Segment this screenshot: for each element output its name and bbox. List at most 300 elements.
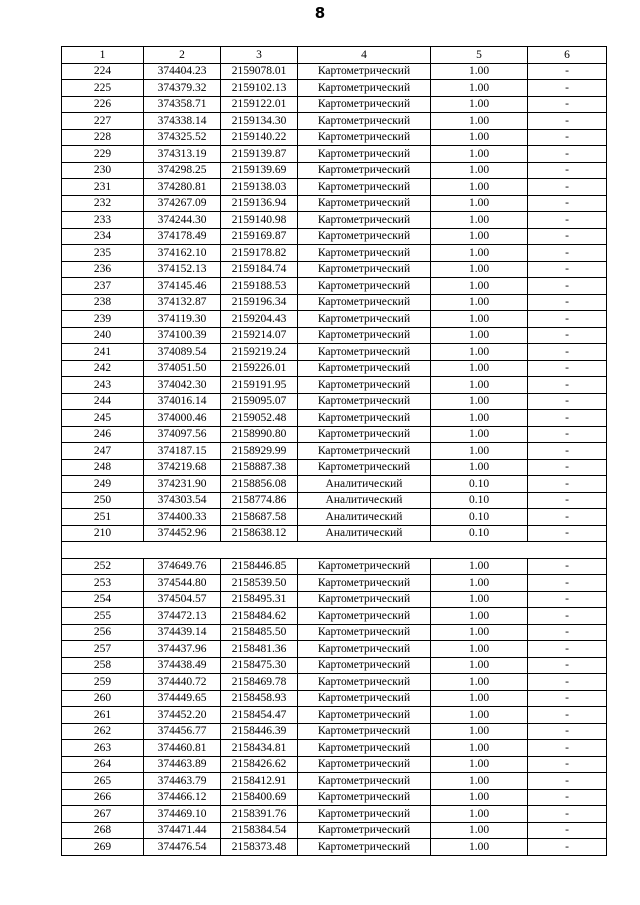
table-row (62, 426, 607, 443)
table-cell: 2158400.69 (221, 789, 298, 806)
table-cell: - (528, 591, 607, 608)
table-cell: - (528, 608, 607, 625)
table-cell: 1.00 (431, 443, 528, 460)
table-cell: 227 (62, 113, 144, 130)
table-cell: Аналитический (298, 509, 431, 526)
table-cell: 374471.44 (144, 822, 221, 839)
table-cell: - (528, 129, 607, 146)
table-cell: 236 (62, 261, 144, 278)
table-cell: - (528, 624, 607, 641)
table-cell: 254 (62, 591, 144, 608)
table-cell: Картометрический (298, 707, 431, 724)
table-cell: 262 (62, 723, 144, 740)
table-cell: 2159178.82 (221, 245, 298, 262)
table-row (62, 146, 607, 163)
table-cell: 0.10 (431, 525, 528, 542)
table-cell: 230 (62, 162, 144, 179)
table-cell: - (528, 789, 607, 806)
table-cell: 1.00 (431, 839, 528, 856)
table-cell: 2159139.87 (221, 146, 298, 163)
table-row (62, 443, 607, 460)
table-cell: 2159138.03 (221, 179, 298, 196)
table-cell: - (528, 360, 607, 377)
coordinates-table (61, 46, 607, 856)
table-cell: 1.00 (431, 344, 528, 361)
table-cell: Картометрический (298, 311, 431, 328)
table-cell: - (528, 278, 607, 295)
table-cell: Картометрический (298, 344, 431, 361)
table-cell: 2158446.85 (221, 558, 298, 575)
table-row (62, 228, 607, 245)
column-header: 5 (431, 47, 528, 64)
table-cell: - (528, 839, 607, 856)
table-cell: 2159095.07 (221, 393, 298, 410)
table-cell: 1.00 (431, 608, 528, 625)
table-cell: 374456.77 (144, 723, 221, 740)
table-cell: 248 (62, 459, 144, 476)
table-cell: 1.00 (431, 311, 528, 328)
table-cell: - (528, 80, 607, 97)
table-cell: 2158384.54 (221, 822, 298, 839)
table-cell: 374231.90 (144, 476, 221, 493)
table-cell: Картометрический (298, 822, 431, 839)
table-cell: 374178.49 (144, 228, 221, 245)
table-cell: Картометрический (298, 608, 431, 625)
table-cell: Картометрический (298, 674, 431, 691)
table-row (62, 327, 607, 344)
table-row (62, 278, 607, 295)
table-row (62, 245, 607, 262)
table-cell: - (528, 212, 607, 229)
table-cell: Картометрический (298, 360, 431, 377)
table-cell: - (528, 723, 607, 740)
table-cell: 374472.13 (144, 608, 221, 625)
table-cell: 374016.14 (144, 393, 221, 410)
table-row (62, 212, 607, 229)
table-cell: 2159191.95 (221, 377, 298, 394)
table-cell: Картометрический (298, 575, 431, 592)
table-cell: - (528, 509, 607, 526)
table-cell: 252 (62, 558, 144, 575)
table-cell: 374089.54 (144, 344, 221, 361)
table-cell: - (528, 377, 607, 394)
column-header: 1 (62, 47, 144, 64)
table-cell: 226 (62, 96, 144, 113)
table-row (62, 80, 607, 97)
table-cell: - (528, 261, 607, 278)
table-cell: - (528, 410, 607, 427)
table-header-row (62, 47, 607, 64)
table-cell: 266 (62, 789, 144, 806)
table-cell: 1.00 (431, 690, 528, 707)
table-cell: 2158426.62 (221, 756, 298, 773)
table-cell: 244 (62, 393, 144, 410)
table-cell: 1.00 (431, 641, 528, 658)
table-cell: 260 (62, 690, 144, 707)
table-cell: 374504.57 (144, 591, 221, 608)
table-row (62, 740, 607, 757)
table-cell: 1.00 (431, 146, 528, 163)
table-cell: 1.00 (431, 360, 528, 377)
table-cell: 1.00 (431, 756, 528, 773)
table-cell: Картометрический (298, 723, 431, 740)
table-cell: 1.00 (431, 591, 528, 608)
table-cell: 1.00 (431, 80, 528, 97)
table-cell: 1.00 (431, 228, 528, 245)
table-cell: 2158856.08 (221, 476, 298, 493)
table-cell: 374358.71 (144, 96, 221, 113)
table-cell: 253 (62, 575, 144, 592)
table-cell: 0.10 (431, 492, 528, 509)
table-cell: - (528, 459, 607, 476)
table-cell: - (528, 525, 607, 542)
table-cell: 374469.10 (144, 806, 221, 823)
table-row (62, 839, 607, 856)
table-cell: 2158412.91 (221, 773, 298, 790)
table-cell: Картометрический (298, 377, 431, 394)
table-cell: 374460.81 (144, 740, 221, 757)
table-cell: 249 (62, 476, 144, 493)
table-cell: 269 (62, 839, 144, 856)
table-row (62, 459, 607, 476)
table-cell: 2158434.81 (221, 740, 298, 757)
table-cell: Картометрический (298, 179, 431, 196)
table-cell: 261 (62, 707, 144, 724)
table-cell: 2159136.94 (221, 195, 298, 212)
table-cell: 1.00 (431, 657, 528, 674)
table-cell: Картометрический (298, 657, 431, 674)
table-cell: 1.00 (431, 723, 528, 740)
table-cell: Картометрический (298, 195, 431, 212)
table-cell: 1.00 (431, 707, 528, 724)
table-cell: 374438.49 (144, 657, 221, 674)
column-header: 3 (221, 47, 298, 64)
table-cell: 1.00 (431, 212, 528, 229)
table-cell: 374338.14 (144, 113, 221, 130)
column-header: 6 (528, 47, 607, 64)
table-cell: Картометрический (298, 327, 431, 344)
table-row (62, 806, 607, 823)
table-row (62, 179, 607, 196)
table-cell: 2159140.22 (221, 129, 298, 146)
table-cell: 374100.39 (144, 327, 221, 344)
table-cell: - (528, 641, 607, 658)
table-cell: - (528, 393, 607, 410)
table-cell: 2158484.62 (221, 608, 298, 625)
table-cell: 2158458.93 (221, 690, 298, 707)
table-cell: 237 (62, 278, 144, 295)
table-cell: 255 (62, 608, 144, 625)
table-row (62, 195, 607, 212)
table-row (62, 773, 607, 790)
table-cell: 1.00 (431, 624, 528, 641)
table-row (62, 360, 607, 377)
table-cell: - (528, 327, 607, 344)
table-cell: Картометрический (298, 624, 431, 641)
table-row (62, 822, 607, 839)
table-cell: Аналитический (298, 492, 431, 509)
table-cell: Картометрический (298, 641, 431, 658)
table-cell: 1.00 (431, 245, 528, 262)
column-header: 4 (298, 47, 431, 64)
table-cell: - (528, 245, 607, 262)
table-cell: - (528, 476, 607, 493)
table-row (62, 129, 607, 146)
table-cell: - (528, 756, 607, 773)
table-cell: 0.10 (431, 509, 528, 526)
table-cell: 233 (62, 212, 144, 229)
table-cell: Картометрический (298, 558, 431, 575)
table-cell: 374042.30 (144, 377, 221, 394)
table-cell: 259 (62, 674, 144, 691)
table-cell: 2159140.98 (221, 212, 298, 229)
table-cell: Картометрический (298, 789, 431, 806)
table-cell: 1.00 (431, 294, 528, 311)
table-row (62, 608, 607, 625)
table-cell: 374400.33 (144, 509, 221, 526)
table-cell: 2158446.39 (221, 723, 298, 740)
table-cell: Картометрический (298, 80, 431, 97)
table-cell: Картометрический (298, 773, 431, 790)
table-cell: Картометрический (298, 212, 431, 229)
table-row (62, 575, 607, 592)
table-cell: Картометрический (298, 839, 431, 856)
table-cell: - (528, 690, 607, 707)
section-separator-row (62, 542, 607, 559)
table-cell: 374097.56 (144, 426, 221, 443)
table-cell: 224 (62, 63, 144, 80)
table-row (62, 294, 607, 311)
table-cell: 2159214.07 (221, 327, 298, 344)
table-row (62, 558, 607, 575)
table-cell: 2158475.30 (221, 657, 298, 674)
table-cell: 235 (62, 245, 144, 262)
table-cell: - (528, 311, 607, 328)
table-cell: 374452.20 (144, 707, 221, 724)
table-cell: 2158373.48 (221, 839, 298, 856)
table-cell: - (528, 773, 607, 790)
table-cell: 2158481.36 (221, 641, 298, 658)
table-cell: - (528, 426, 607, 443)
table-cell: 1.00 (431, 195, 528, 212)
table-cell: 241 (62, 344, 144, 361)
table-cell: Картометрический (298, 690, 431, 707)
table-cell: 374440.72 (144, 674, 221, 691)
table-row (62, 311, 607, 328)
table-cell: 374452.96 (144, 525, 221, 542)
table-row (62, 525, 607, 542)
table-cell: 1.00 (431, 410, 528, 427)
table-row (62, 756, 607, 773)
table-cell: - (528, 344, 607, 361)
table-cell: 246 (62, 426, 144, 443)
table-cell: 374449.65 (144, 690, 221, 707)
table-cell: 243 (62, 377, 144, 394)
table-cell: 374437.96 (144, 641, 221, 658)
table-cell: Картометрический (298, 96, 431, 113)
table-cell: 2158485.50 (221, 624, 298, 641)
table-cell: 1.00 (431, 806, 528, 823)
table-cell: 374463.79 (144, 773, 221, 790)
table-cell: Картометрический (298, 806, 431, 823)
table-row (62, 476, 607, 493)
table-cell: 2159078.01 (221, 63, 298, 80)
table-cell: 2158687.58 (221, 509, 298, 526)
table-row (62, 113, 607, 130)
table-cell: - (528, 228, 607, 245)
table-cell: 374152.13 (144, 261, 221, 278)
table-cell: 1.00 (431, 63, 528, 80)
table-cell: - (528, 146, 607, 163)
table-cell: 1.00 (431, 674, 528, 691)
table-cell: 264 (62, 756, 144, 773)
table-cell: - (528, 575, 607, 592)
table-cell: Аналитический (298, 476, 431, 493)
table-cell: 251 (62, 509, 144, 526)
table-row (62, 261, 607, 278)
table-cell: 1.00 (431, 773, 528, 790)
table-cell: 374303.54 (144, 492, 221, 509)
table-cell: Картометрический (298, 443, 431, 460)
table-row (62, 789, 607, 806)
table-cell: 225 (62, 80, 144, 97)
table-cell: 268 (62, 822, 144, 839)
table-cell: - (528, 558, 607, 575)
table-cell: 1.00 (431, 162, 528, 179)
table-row (62, 63, 607, 80)
table-row (62, 657, 607, 674)
table-cell: 374325.52 (144, 129, 221, 146)
table-row (62, 492, 607, 509)
table-cell: 257 (62, 641, 144, 658)
table-cell: 2159204.43 (221, 311, 298, 328)
table-cell: 1.00 (431, 327, 528, 344)
table-cell: 2159169.87 (221, 228, 298, 245)
table-cell: 1.00 (431, 575, 528, 592)
table-cell: - (528, 492, 607, 509)
table-cell: 2159188.53 (221, 278, 298, 295)
table-cell: - (528, 195, 607, 212)
table-cell: 1.00 (431, 740, 528, 757)
table-cell: Картометрический (298, 228, 431, 245)
table-cell: 2158929.99 (221, 443, 298, 460)
table-cell: 374145.46 (144, 278, 221, 295)
table-cell: Картометрический (298, 294, 431, 311)
table-cell: Картометрический (298, 113, 431, 130)
table-cell: - (528, 822, 607, 839)
table-row (62, 641, 607, 658)
table-cell: Картометрический (298, 393, 431, 410)
table-cell: 240 (62, 327, 144, 344)
table-cell: Картометрический (298, 591, 431, 608)
table-cell: 2159102.13 (221, 80, 298, 97)
table-cell: 1.00 (431, 789, 528, 806)
table-row (62, 410, 607, 427)
table-cell: 2159134.30 (221, 113, 298, 130)
table-cell: 374476.54 (144, 839, 221, 856)
table-cell: Картометрический (298, 129, 431, 146)
table-cell: 374649.76 (144, 558, 221, 575)
table-cell: 229 (62, 146, 144, 163)
table-row (62, 162, 607, 179)
table-cell: 374298.25 (144, 162, 221, 179)
table-cell: 374280.81 (144, 179, 221, 196)
table-row (62, 591, 607, 608)
page-number: 8 (314, 4, 326, 22)
table-cell: 2159052.48 (221, 410, 298, 427)
table-row (62, 509, 607, 526)
table-row (62, 393, 607, 410)
table-cell: 1.00 (431, 377, 528, 394)
table-cell: 1.00 (431, 129, 528, 146)
table-cell: Картометрический (298, 245, 431, 262)
table-cell: - (528, 443, 607, 460)
table-cell: 2159219.24 (221, 344, 298, 361)
table-cell: Картометрический (298, 410, 431, 427)
table-cell: 1.00 (431, 558, 528, 575)
table-cell: - (528, 707, 607, 724)
table-cell: 1.00 (431, 261, 528, 278)
table-cell: 2158638.12 (221, 525, 298, 542)
table-cell: 374219.68 (144, 459, 221, 476)
table-cell: 2158495.31 (221, 591, 298, 608)
table-cell: - (528, 674, 607, 691)
table-cell: 1.00 (431, 459, 528, 476)
table-cell: - (528, 113, 607, 130)
table-cell: - (528, 806, 607, 823)
table-cell: 374463.89 (144, 756, 221, 773)
table-cell: 234 (62, 228, 144, 245)
table-row (62, 674, 607, 691)
table-cell: 210 (62, 525, 144, 542)
table-cell: 267 (62, 806, 144, 823)
table-cell: 1.00 (431, 179, 528, 196)
table-cell: Картометрический (298, 261, 431, 278)
table-cell: 2158887.38 (221, 459, 298, 476)
table-cell: 374162.10 (144, 245, 221, 262)
table-cell: 1.00 (431, 426, 528, 443)
table-cell: 2159226.01 (221, 360, 298, 377)
table-cell: 2158391.76 (221, 806, 298, 823)
table-row (62, 707, 607, 724)
table-cell: 1.00 (431, 393, 528, 410)
table-cell: 374313.19 (144, 146, 221, 163)
column-header: 2 (144, 47, 221, 64)
table-row (62, 723, 607, 740)
table-cell: 2159122.01 (221, 96, 298, 113)
table-cell: 374119.30 (144, 311, 221, 328)
table-cell: 231 (62, 179, 144, 196)
table-cell: 374000.46 (144, 410, 221, 427)
table-cell: Картометрический (298, 756, 431, 773)
table-cell: 256 (62, 624, 144, 641)
table-cell: 1.00 (431, 113, 528, 130)
table-cell: Картометрический (298, 459, 431, 476)
table-cell: 238 (62, 294, 144, 311)
table-cell: 2158469.78 (221, 674, 298, 691)
table-cell: - (528, 179, 607, 196)
table-cell: 2158539.50 (221, 575, 298, 592)
table-cell: - (528, 657, 607, 674)
table-cell: 228 (62, 129, 144, 146)
table-cell: 374051.50 (144, 360, 221, 377)
table-cell: - (528, 63, 607, 80)
table-cell: 2158774.86 (221, 492, 298, 509)
table-cell: 374466.12 (144, 789, 221, 806)
table-row (62, 344, 607, 361)
table-cell: 0.10 (431, 476, 528, 493)
table-cell: 1.00 (431, 278, 528, 295)
